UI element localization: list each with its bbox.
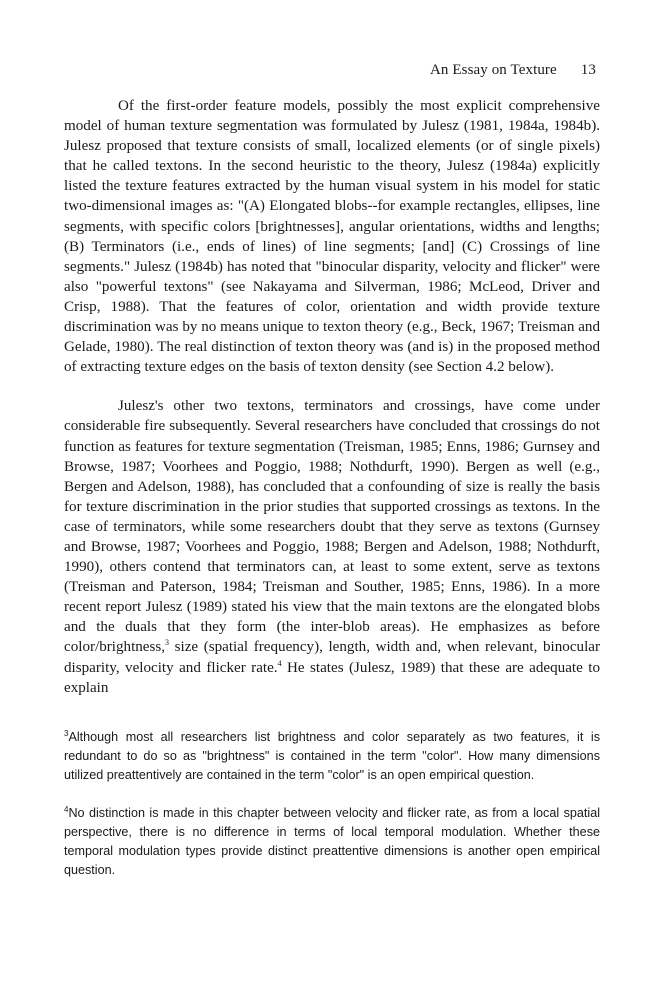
paragraph-2 xyxy=(64,396,600,697)
footnote-3-text: Although most all researchers list brightness and color separately as two features, it is redundant to do so as "brightness" is contained in the term "color". How many dimensions utilized preattentively are contained in the term "color" is an open empirical question. xyxy=(64,730,600,782)
paragraph-2-part-3: He states (Julesz, 1989) that these are adequate to explain xyxy=(64,659,600,696)
footnote-3 xyxy=(64,728,600,785)
paragraph-2-part-1: Julesz's other two textons, terminators and crossings, have come under considerable fire subsequently. Several researchers have concluded that crossings do not function as features for texture segmentation (Treisman, 1985; Enns, 1986; Gurnsey and Browse, 1987; Voorhees and Poggio, 1988; Nothdurft, 1990). Bergen as well (e.g., Bergen and Adelson, 1988), has concluded that a confounding of size is really the basis for texture discrimination in the prior studies that supported crossings as textons. In the case of terminators, while some researchers doubt that they serve as textons (Gurnsey and Browse, 1987; Voorhees and Poggio, 1988; Bergen and Adelson, 1988; Nothdurft, 1990), others contend that terminators can, at least to some extent, serve as textons (Treisman and Paterson, 1984; Treisman and Souther, 1985; Enns, 1986). In a more recent report Julesz (1989) stated his view that the main textons are the elongated blobs and the duals that they form (the inter-blob areas). He emphasizes as before color/brightness, xyxy=(64,398,600,656)
page-number: 13 xyxy=(580,62,596,78)
footnote-reference-3[interactable]: 3 xyxy=(165,638,170,648)
footnote-marker-4: 4 xyxy=(64,804,69,814)
footnote-4-text: No distinction is made in this chapter between velocity and flicker rate, as from a local spatial perspective, there is no difference in terms of local temporal modulation. Whether these temporal modulation types provide distinct preattentive dimensions is another open empirical question. xyxy=(64,806,600,877)
running-head xyxy=(430,62,596,79)
paragraph-2-part-2: size (spatial frequency), length, width and, when relevant, binocular disparity, velocity and flicker rate. xyxy=(64,639,600,676)
footnotes xyxy=(64,728,600,880)
footnote-4 xyxy=(64,804,600,880)
footnote-reference-4[interactable]: 4 xyxy=(277,658,282,668)
paragraph-1: Of the first-order feature models, possibly the most explicit comprehensive model of human texture segmentation was formulated by Julesz (1981, 1984a, 1984b). Julesz proposed that texture consists of small, localized elements (or of single pixels) that he called textons. In the second heuristic to the theory, Julesz (1984a) explicitly listed the texture features extracted by the human visual system in his model for static two-dimensional images as: "(A) Elongated blobs--for example rectangles, ellipses, line segments, with specific colors [brightnesses], angular orientations, widths and lengths; (B) Terminators (i.e., ends of lines) of line segments; [and] (C) Crossings of line segments." Julesz (1984b) has noted that "binocular disparity, velocity and flicker" were also "powerful textons" (see Nakayama and Silverman, 1986; McLeod, Driver and Crisp, 1988). That the features of color, orientation and width provide texture discrimination was by no means unique to texton theory (e.g., Beck, 1967; Treisman and Gelade, 1980). The real distinction of texton theory was (and is) in the proposed method of extracting texture edges on the basis of texton density (see Section 4.2 below). xyxy=(64,98,600,376)
body-text xyxy=(64,96,600,698)
footnote-marker-3: 3 xyxy=(64,728,69,738)
running-title: An Essay on Texture xyxy=(429,62,557,78)
